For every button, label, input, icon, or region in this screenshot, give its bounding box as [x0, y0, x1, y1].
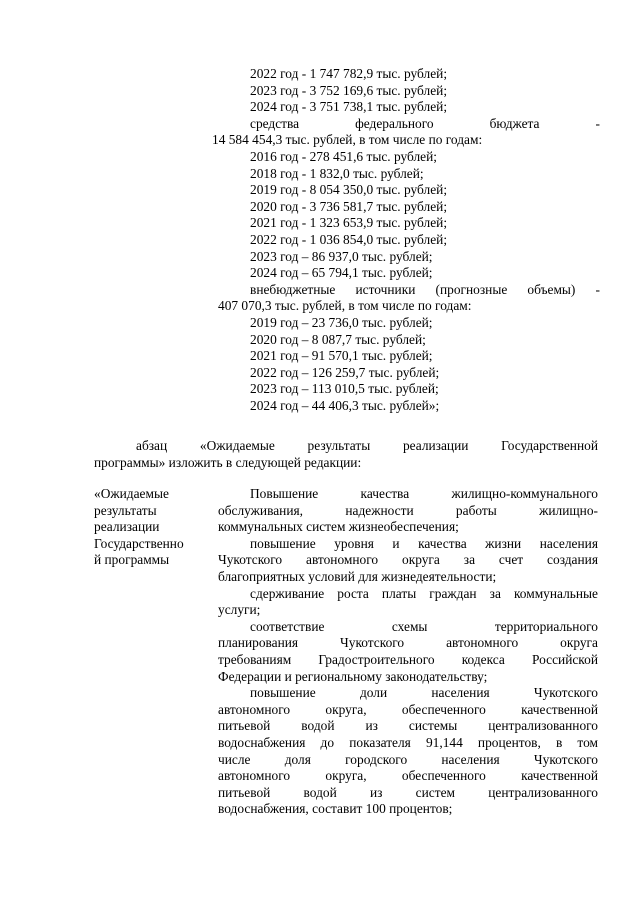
funding-line: 2020 год - 3 736 581,7 тыс. рублей; — [250, 198, 448, 214]
funding-line: 2023 год - 3 752 169,6 тыс. рублей; — [250, 82, 448, 98]
funding-line: 2020 год – 8 087,7 тыс. рублей; — [250, 331, 426, 347]
federal-label: средства федерального бюджета - — [250, 115, 600, 131]
results-table-label: «Ожидаемые результаты реализации Государственно й программы — [94, 486, 184, 568]
funding-line: 2019 год – 23 736,0 тыс. рублей; — [250, 314, 433, 330]
funding-line: 2016 год - 278 451,6 тыс. рублей; — [250, 148, 437, 164]
result-item: сдерживание роста платы граждан за коммунальные услуги; — [218, 585, 598, 618]
funding-line: 2022 год - 1 747 782,9 тыс. рублей; — [250, 66, 448, 81]
funding-line: 2022 год – 126 259,7 тыс. рублей; — [250, 364, 440, 380]
amendment-line: абзац «Ожидаемые результаты реализации Государственной — [136, 438, 598, 453]
amendment-line: программы» изложить в следующей редакции: — [94, 454, 362, 470]
funding-line: 2019 год - 8 054 350,0 тыс. рублей; — [250, 182, 448, 198]
funding-line: 2021 год – 91 570,1 тыс. рублей; — [250, 348, 433, 364]
funding-line: 2022 год - 1 036 854,0 тыс. рублей; — [250, 231, 448, 247]
result-item: соответствие схемы территориального планирования Чукотского автономного округа требованиям Градостроительного кодекса Российской Федерации и региональному законодательству; — [218, 618, 598, 684]
funding-line: 2018 год - 1 832,0 тыс. рублей; — [250, 165, 424, 181]
funding-list — [212, 66, 600, 414]
offbudget-total: 407 070,3 тыс. рублей, в том числе по годам: — [218, 298, 472, 314]
funding-line: 2023 год – 113 010,5 тыс. рублей; — [250, 381, 439, 397]
result-item: Повышение качества жилищно-коммунального обслуживания, надежности работы жилищно- коммунальных систем жизнеобеспечения; — [218, 486, 598, 535]
federal-total: 14 584 454,3 тыс. рублей, в том числе по годам: — [212, 132, 483, 148]
funding-line: 2021 год - 1 323 653,9 тыс. рублей; — [250, 215, 448, 231]
funding-line: 2023 год – 86 937,0 тыс. рублей; — [250, 248, 433, 264]
offbudget-label: внебюджетные источники (прогнозные объемы) - — [250, 281, 600, 297]
funding-line: 2024 год – 44 406,3 тыс. рублей»; — [250, 397, 440, 413]
result-item: повышение уровня и качества жизни населения Чукотского автономного округа за счет создания благоприятных условий для жизнедеятельности; — [218, 535, 598, 584]
funding-line: 2024 год - 3 751 738,1 тыс. рублей; — [250, 99, 448, 115]
results-table-content — [218, 486, 598, 818]
amendment-paragraph — [94, 438, 598, 471]
result-item: повышение доли населения Чукотского автономного округа, обеспеченного качественной питьевой водой из системы централизованного водоснабжения до показателя 91,144 процентов, в том числе доля городского населения Чукотского автономного округа, обеспеченного качественной питьевой водой из систем централизованного водоснабжения, составит 100 процентов; — [218, 685, 598, 817]
funding-line: 2024 год – 65 794,1 тыс. рублей; — [250, 265, 433, 281]
